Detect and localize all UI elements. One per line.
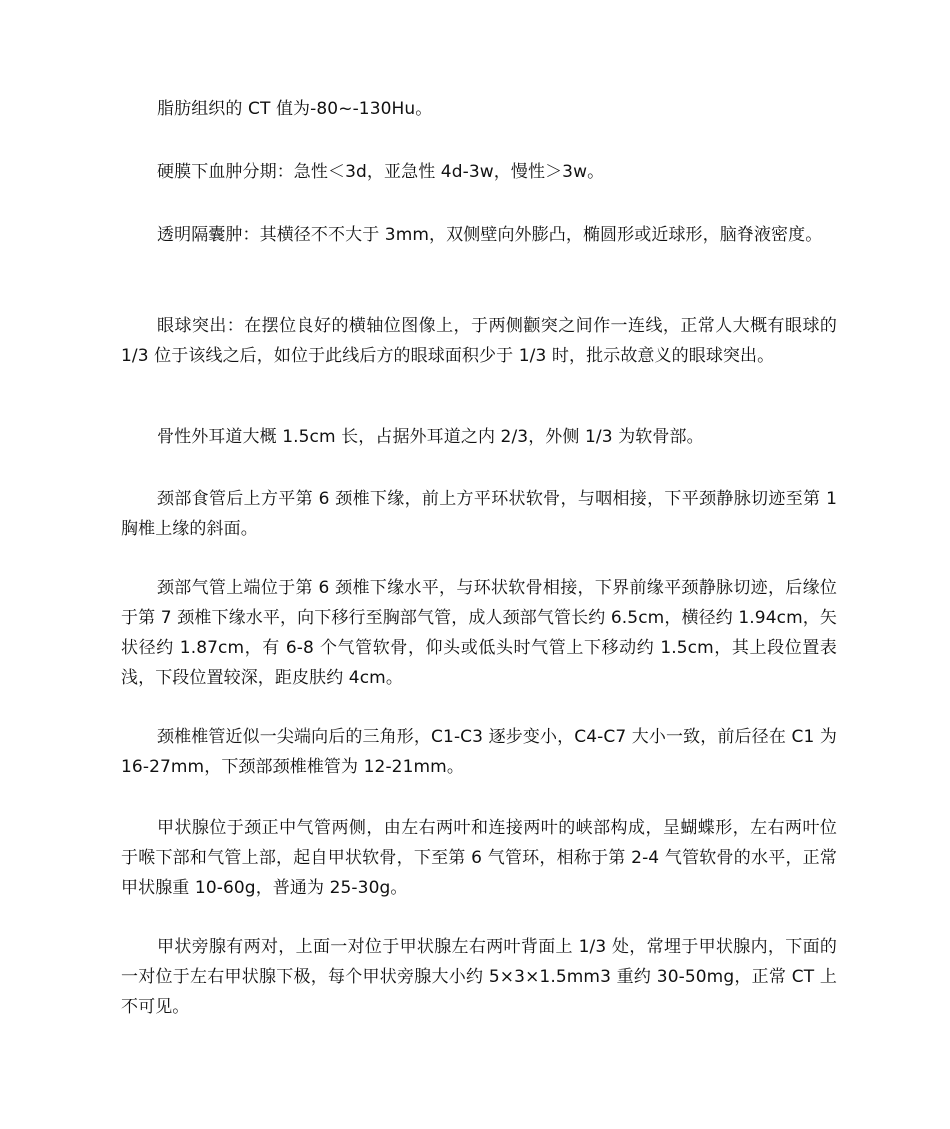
paragraph-parathyroid: 甲状旁腺有两对，上面一对位于甲状腺左右两叶背面上 1/3 处，常埋于甲状腺内，下面的一对位于左右甲状腺下极，每个甲状旁腺大小约 5×3×1.5mm3 重约 30-50mg，正常 CT 上不可见。: [121, 937, 837, 1017]
paragraph-thyroid: 甲状腺位于颈正中气管两侧，由左右两叶和连接两叶的峡部构成，呈蝴蝶形，左右两叶位于喉下部和气管上部，起自甲状软骨，下至第 6 气管环，相称于第 2-4 气管软骨的水平，正常甲状腺重 10-60g，普通为 25-30g。: [121, 818, 837, 898]
paragraph-septum-pellucidum-cyst: 透明隔囊肿：其横径不不大于 3mm，双侧壁向外膨凸，椭圆形或近球形，脑脊液密度。: [157, 225, 823, 245]
paragraph-fat-ct-value: 脂肪组织的 CT 值为-80~-130Hu。: [157, 99, 433, 119]
paragraph-external-auditory-canal: 骨性外耳道大概 1.5cm 长，占据外耳道之内 2/3，外侧 1/3 为软骨部。: [157, 427, 704, 447]
paragraph-cervical-spinal-canal: 颈椎椎管近似一尖端向后的三角形，C1-C3 逐步变小，C4-C7 大小一致，前后径在 C1 为 16-27mm，下颈部颈椎椎管为 12-21mm。: [121, 727, 837, 777]
paragraph-cervical-esophagus: 颈部食管后上方平第 6 颈椎下缘，前上方平环状软骨，与咽相接，下平颈静脉切迹至第 1 胸椎上缘的斜面。: [121, 489, 837, 539]
paragraph-exophthalmos: 眼球突出：在摆位良好的横轴位图像上，于两侧颧突之间作一连线，正常人大概有眼球的 1/3 位于该线之后，如位于此线后方的眼球面积少于 1/3 时，批示故意义的眼球突出。: [121, 316, 837, 366]
paragraph-cervical-trachea: 颈部气管上端位于第 6 颈椎下缘水平，与环状软骨相接，下界前缘平颈静脉切迹，后缘位于第 7 颈椎下缘水平，向下移行至胸部气管，成人颈部气管长约 6.5cm，横径约 1.94cm，矢状径约 1.87cm，有 6-8 个气管软骨，仰头或低头时气管上下移动约 1.5cm，其上段位置表浅，下段位置较深，距皮肤约 4cm。: [121, 578, 837, 688]
paragraph-subdural-hematoma: 硬膜下血肿分期：急性＜3d，亚急性 4d-3w，慢性＞3w。: [157, 162, 605, 182]
